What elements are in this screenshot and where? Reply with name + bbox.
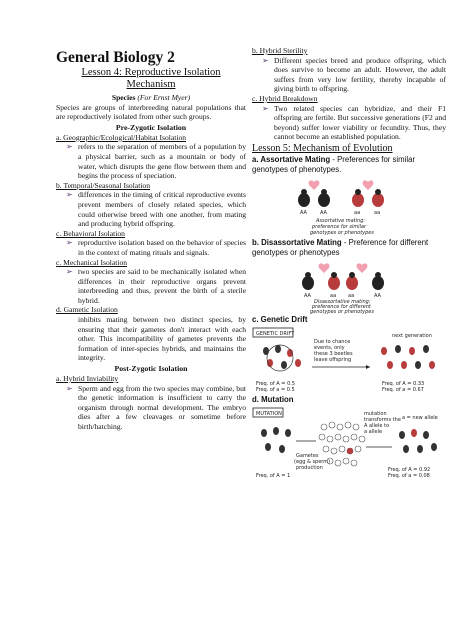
lesson4-subtitle: Mechanism [126, 79, 176, 90]
assortative-mating-illustration [286, 176, 396, 238]
genotype-label: aa [354, 210, 361, 217]
freq-left-line: Freq. of A = 0.5 [256, 380, 296, 387]
gametes-line: (egg & sperm) [294, 458, 331, 465]
freq-left-line: Freq. of A = 1 [256, 472, 291, 479]
caption-line: Disassortative mating: [314, 299, 371, 306]
hybrid-inviability-item [56, 384, 246, 432]
gametes-line: production [296, 464, 323, 471]
caption-line: preference for different [312, 304, 371, 311]
lesson4-title: Lesson 4: Reproductive Isolation [81, 67, 221, 78]
mutation-note-line: transforms the [364, 416, 401, 423]
drift-note-line: events, only [314, 344, 345, 351]
genotype-label: AA [304, 293, 311, 300]
geographic-isolation-text: refers to the separation of members of a population by a physical barrier, such as a mountain or body of water, which disrupts the gene flow between them and begins the process of speciation. [78, 142, 246, 181]
beetle-icon [372, 272, 384, 290]
genotype-label: aa [330, 293, 337, 300]
species-heading: Species [111, 93, 136, 102]
beetle-icon [346, 272, 358, 290]
bullet-arrow-icon: ➢ [66, 383, 73, 393]
temporal-isolation-label: b. Temporal/Seasonal Isolation [56, 180, 151, 190]
hybrid-breakdown-item [252, 104, 446, 142]
genetic-drift-figure [252, 327, 446, 395]
genetic-drift-box-title: GENETIC DRIFT [256, 330, 295, 337]
heart-icon [357, 264, 368, 274]
beetle-icon [302, 272, 314, 290]
genotype-label: AA [320, 210, 327, 217]
temporal-isolation-text: differences in the timing of critical reproductive events prevent members of closely related species, which could otherwise breed with one another, from mating and producing hybrid offspring. [78, 190, 246, 229]
bullet-arrow-icon: ➢ [66, 142, 73, 152]
beetle-population-icon [263, 345, 301, 369]
beetle-population-icon [261, 427, 291, 453]
assortative-mating-term: a. Assortative Mating [252, 154, 331, 164]
behavioral-isolation-text: reproductive isolation based on the behavior of species in the context of mating rituals and signals. [78, 238, 246, 257]
caption-line: Assortative mating: [316, 218, 366, 225]
genotype-label: AA [374, 293, 381, 300]
caption-line: genotypes or phenotypes [310, 230, 374, 237]
mutation-term: d. Mutation [252, 394, 294, 404]
temporal-isolation-item [56, 190, 246, 228]
assortative-mating-line [252, 155, 446, 174]
freq-right-line: Freq. of a = 0.67 [382, 386, 424, 393]
new-allele-label: a = new allele [402, 414, 438, 421]
heart-icon [319, 264, 330, 274]
mutation-box-title: MUTATION [256, 410, 282, 417]
next-generation-label: next generation [392, 332, 432, 339]
gametic-isolation-text: inhibits mating between two distinct species, by ensuring that their gametes don't interact with each other. This incompatibility of gametes prevents the formation of inter-species hybrids, and maintains the integrity. [78, 315, 246, 363]
disassortative-mating-illustration [286, 259, 396, 315]
mutation-illustration [252, 407, 442, 483]
behavioral-isolation-item [56, 238, 246, 257]
assortative-mating-def: - Preferences for similar genotypes of phenotypes. [252, 154, 416, 174]
arrow-head-icon [366, 365, 370, 369]
mechanical-isolation-label: c. Mechanical Isolation [56, 257, 128, 267]
beetle-next-generation-icon [381, 345, 435, 369]
mutation-note-line: mutation [364, 410, 387, 417]
disassortative-mating-def: - Preference for different genotypes or phenotypes [252, 238, 429, 257]
hybrid-inviability-label: a. Hybrid Inviability [56, 374, 119, 384]
bullet-arrow-icon: ➢ [66, 238, 73, 248]
drift-note-line: these 3 beetles [314, 350, 353, 357]
caption-line: genotypes or phenotypes [310, 309, 374, 316]
gametes-line: Gametes [296, 452, 319, 459]
species-heading-line [56, 93, 246, 103]
beetle-icon [328, 272, 340, 290]
hybrid-breakdown-label: c. Hybrid Breakdown [252, 93, 318, 103]
heart-icon [309, 180, 320, 190]
freq-right-line: Freq. of A = 0.33 [382, 380, 425, 387]
post-zygotic-heading: Post-Zygotic Isolation [114, 364, 188, 374]
mutation-line [252, 395, 446, 405]
drift-note-line: Due to chance [314, 338, 351, 345]
bullet-arrow-icon: ➢ [262, 103, 269, 113]
species-definition: Species are groups of interbreeding natural populations that are reproductively isolated from other such groups. [56, 102, 246, 122]
freq-left-line: Freq. of a = 0.5 [256, 386, 295, 393]
disassortative-mating-line [252, 238, 446, 257]
behavioral-isolation-label: c. Behavioral Isolation [56, 228, 125, 238]
beetle-icon [318, 189, 330, 207]
beetle-icon [372, 189, 384, 207]
geographic-isolation-label: a. Geographic/Ecological/Habitat Isolation [56, 132, 187, 142]
assortative-mating-figure [286, 176, 446, 238]
freq-right-line: Freq. of a = 0.08 [388, 472, 430, 479]
genetic-drift-term: c. Genetic Drift [252, 315, 308, 325]
bullet-arrow-icon: ➢ [262, 55, 269, 65]
pre-zygotic-heading: Pre-Zygotic Isolation [115, 122, 187, 132]
left-column [56, 0, 246, 432]
hybrid-sterility-item [252, 56, 446, 94]
beetle-icon [352, 189, 364, 207]
genotype-label: aa [348, 293, 355, 300]
mechanical-isolation-text: two species are said to be mechanically isolated when differences in their reproductive organs prevent interbreeding and thus, prevent the birth of a sterile hybrid. [78, 267, 246, 305]
genotype-label: AA [300, 210, 307, 217]
genotype-label: aa [374, 210, 381, 217]
caption-line: preference for similar [312, 224, 367, 231]
hybrid-breakdown-text: Two related species can hybridize, and their F1 offspring are fertile. But successive generations (F2 and beyond) suffer lower viability or fecundity. Thus, they cannot become an established population. [274, 103, 446, 142]
mutated-gamete-icon [347, 448, 353, 454]
bullet-arrow-icon: ➢ [66, 267, 73, 277]
mutation-note-line: a allele [364, 428, 383, 435]
hybrid-sterility-label: b. Hybrid Sterility [252, 46, 308, 55]
drift-note-line: leave offspring [314, 356, 352, 363]
genetic-drift-line [252, 315, 446, 325]
right-column [252, 46, 446, 483]
mechanical-isolation-item [56, 267, 246, 305]
geographic-isolation-item [56, 142, 246, 180]
species-author: (For Ernst Myer) [137, 93, 191, 102]
document-title: General Biology 2 [56, 49, 175, 66]
bullet-arrow-icon: ➢ [66, 190, 73, 200]
beetle-icon [298, 189, 310, 207]
mutation-note-line: A allele to [364, 422, 390, 429]
freq-right-line: Freq. of A = 0.92 [388, 466, 431, 473]
hybrid-sterility-text: Different species breed and produce offspring, which does survive to become an adult. However, the adult suffers from very low fertility, thereby incapable of giving birth to offspring. [274, 55, 446, 94]
heart-icon [363, 180, 374, 190]
gametic-isolation-label: d. Gametic Isolation [56, 305, 118, 315]
disassortative-mating-term: b. Disassortative Mating [252, 238, 342, 248]
mutation-figure [252, 407, 446, 483]
genetic-drift-illustration [252, 327, 442, 395]
lesson5-title: Lesson 5: Mechanism of Evolution [252, 142, 393, 154]
disassortative-mating-figure [286, 259, 446, 315]
beetle-next-generation-icon [399, 429, 437, 453]
hybrid-inviability-text: Sperm and egg from the two species may combine, but the genetic information is insufficient to carry the organism through normal development. The embryo dies after a few cleavages or sometime before birth/hatching. [78, 383, 246, 431]
